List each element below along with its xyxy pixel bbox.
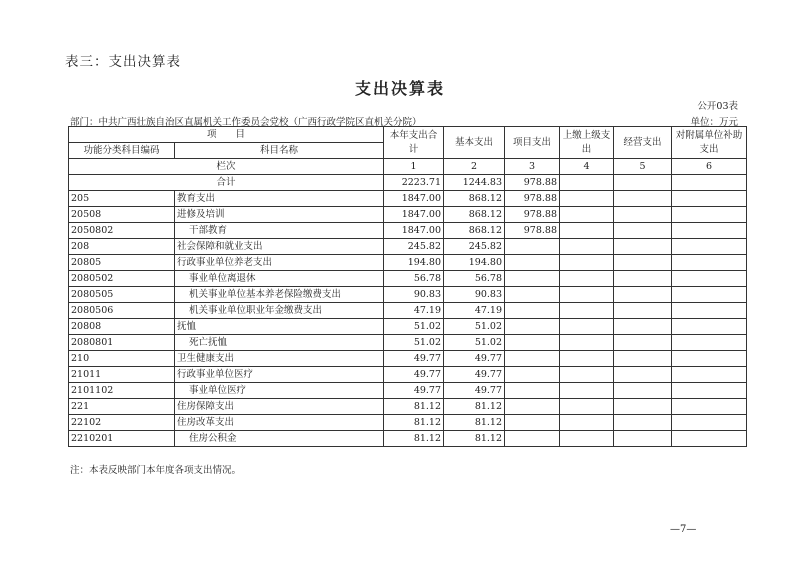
amount-cell: 868.12 — [444, 191, 505, 207]
amount-cell — [614, 415, 672, 431]
amount-cell — [560, 335, 614, 351]
amount-cell — [505, 239, 560, 255]
amount-cell: 868.12 — [444, 207, 505, 223]
amount-cell — [614, 287, 672, 303]
amount-cell: 245.82 — [384, 239, 444, 255]
subject-name: 机关事业单位职业年金缴费支出 — [175, 303, 384, 319]
table-row — [69, 207, 747, 223]
table-row — [69, 367, 747, 383]
header-name: 科目名称 — [175, 143, 384, 159]
table-row — [69, 287, 747, 303]
total-value — [672, 175, 747, 191]
header-project: 项 目 — [69, 127, 384, 143]
form-number: 公开03表 — [697, 101, 738, 112]
expenditure-table — [68, 126, 747, 447]
subject-code: 210 — [69, 351, 175, 367]
amount-cell — [672, 319, 747, 335]
amount-cell — [505, 367, 560, 383]
header-total: 本年支出合计 — [384, 127, 444, 159]
amount-cell — [672, 255, 747, 271]
amount-cell — [505, 415, 560, 431]
table-row — [69, 431, 747, 447]
amount-cell — [672, 351, 747, 367]
amount-cell — [560, 239, 614, 255]
amount-cell: 978.88 — [505, 191, 560, 207]
subject-name: 机关事业单位基本养老保险缴费支出 — [175, 287, 384, 303]
amount-cell — [672, 383, 747, 399]
amount-cell — [672, 287, 747, 303]
total-label: 合计 — [69, 175, 384, 191]
table-label: 表三：支出决算表 — [65, 54, 181, 70]
header-business: 经营支出 — [614, 127, 672, 159]
amount-cell — [560, 367, 614, 383]
total-value — [560, 175, 614, 191]
amount-cell — [560, 271, 614, 287]
amount-cell — [672, 415, 747, 431]
table-row — [69, 239, 747, 255]
amount-cell — [672, 367, 747, 383]
amount-cell — [614, 399, 672, 415]
amount-cell — [560, 303, 614, 319]
header-basic: 基本支出 — [444, 127, 505, 159]
subject-code: 2080506 — [69, 303, 175, 319]
subject-name: 死亡抚恤 — [175, 335, 384, 351]
amount-cell — [560, 415, 614, 431]
amount-cell — [614, 239, 672, 255]
amount-cell — [560, 431, 614, 447]
amount-cell — [505, 431, 560, 447]
amount-cell — [672, 223, 747, 239]
column-number: 5 — [614, 159, 672, 175]
amount-cell — [614, 383, 672, 399]
subject-code: 20508 — [69, 207, 175, 223]
amount-cell — [505, 303, 560, 319]
column-number: 3 — [505, 159, 560, 175]
subject-code: 208 — [69, 239, 175, 255]
subject-name: 住房公积金 — [175, 431, 384, 447]
subject-name: 住房保障支出 — [175, 399, 384, 415]
amount-cell — [614, 191, 672, 207]
column-number: 4 — [560, 159, 614, 175]
amount-cell: 49.77 — [384, 367, 444, 383]
amount-cell — [505, 287, 560, 303]
amount-cell — [560, 191, 614, 207]
amount-cell: 1847.00 — [384, 223, 444, 239]
subject-name: 抚恤 — [175, 319, 384, 335]
table-row — [69, 335, 747, 351]
total-value: 978.88 — [505, 175, 560, 191]
subject-name: 进修及培训 — [175, 207, 384, 223]
amount-cell: 1847.00 — [384, 191, 444, 207]
subject-code: 2210201 — [69, 431, 175, 447]
table-row — [69, 271, 747, 287]
amount-cell — [614, 223, 672, 239]
subject-code: 2080801 — [69, 335, 175, 351]
amount-cell: 56.78 — [384, 271, 444, 287]
amount-cell — [672, 207, 747, 223]
amount-cell: 51.02 — [384, 319, 444, 335]
amount-cell — [614, 319, 672, 335]
amount-cell: 49.77 — [444, 367, 505, 383]
subject-code: 2080502 — [69, 271, 175, 287]
subject-name: 事业单位医疗 — [175, 383, 384, 399]
amount-cell: 51.02 — [384, 335, 444, 351]
amount-cell — [505, 319, 560, 335]
subject-code: 21011 — [69, 367, 175, 383]
subject-name: 行政事业单位养老支出 — [175, 255, 384, 271]
document-title: 支出决算表 — [354, 79, 445, 98]
amount-cell: 81.12 — [384, 431, 444, 447]
page-number: —7— — [670, 524, 697, 535]
header-code: 功能分类科目编码 — [69, 143, 175, 159]
amount-cell — [672, 191, 747, 207]
subject-name: 卫生健康支出 — [175, 351, 384, 367]
amount-cell — [614, 271, 672, 287]
amount-cell: 56.78 — [444, 271, 505, 287]
amount-cell: 49.77 — [384, 351, 444, 367]
amount-cell: 49.77 — [444, 351, 505, 367]
amount-cell: 245.82 — [444, 239, 505, 255]
subject-code: 2080505 — [69, 287, 175, 303]
total-value: 2223.71 — [384, 175, 444, 191]
department-label: 部门：中共广西壮族自治区直属机关工作委员会党校（广西行政学院区直机关分院） — [70, 117, 422, 128]
amount-cell — [505, 271, 560, 287]
table-row — [69, 223, 747, 239]
amount-cell — [560, 319, 614, 335]
column-number: 6 — [672, 159, 747, 175]
amount-cell: 47.19 — [444, 303, 505, 319]
header-project-expense: 项目支出 — [505, 127, 560, 159]
amount-cell — [560, 351, 614, 367]
amount-cell: 49.77 — [444, 383, 505, 399]
column-number-label: 栏次 — [69, 159, 384, 175]
amount-cell: 1847.00 — [384, 207, 444, 223]
amount-cell — [672, 431, 747, 447]
amount-cell — [614, 207, 672, 223]
column-number: 2 — [444, 159, 505, 175]
amount-cell: 978.88 — [505, 207, 560, 223]
subject-code: 20805 — [69, 255, 175, 271]
table-note: 注：本表反映部门本年度各项支出情况。 — [70, 465, 242, 476]
amount-cell — [614, 303, 672, 319]
table-row — [69, 399, 747, 415]
subject-code: 205 — [69, 191, 175, 207]
amount-cell — [672, 239, 747, 255]
amount-cell — [560, 399, 614, 415]
subject-name: 事业单位离退休 — [175, 271, 384, 287]
subject-code: 22102 — [69, 415, 175, 431]
table-row — [69, 383, 747, 399]
amount-cell — [614, 351, 672, 367]
amount-cell — [505, 335, 560, 351]
amount-cell — [560, 207, 614, 223]
amount-cell — [560, 287, 614, 303]
amount-cell: 194.80 — [384, 255, 444, 271]
amount-cell: 81.12 — [384, 415, 444, 431]
amount-cell — [672, 335, 747, 351]
table-row — [69, 303, 747, 319]
amount-cell — [672, 303, 747, 319]
amount-cell: 81.12 — [444, 415, 505, 431]
amount-cell: 47.19 — [384, 303, 444, 319]
amount-cell — [560, 255, 614, 271]
amount-cell — [560, 223, 614, 239]
amount-cell — [614, 367, 672, 383]
amount-cell: 81.12 — [444, 399, 505, 415]
amount-cell: 49.77 — [384, 383, 444, 399]
amount-cell — [614, 335, 672, 351]
header-subsidy: 对附属单位补助支出 — [672, 127, 747, 159]
subject-code: 20808 — [69, 319, 175, 335]
table-row — [69, 319, 747, 335]
amount-cell — [505, 383, 560, 399]
amount-cell: 81.12 — [384, 399, 444, 415]
column-number: 1 — [384, 159, 444, 175]
subject-name: 住房改革支出 — [175, 415, 384, 431]
table-row — [69, 191, 747, 207]
subject-name: 教育支出 — [175, 191, 384, 207]
subject-code: 2101102 — [69, 383, 175, 399]
subject-code: 221 — [69, 399, 175, 415]
amount-cell: 90.83 — [384, 287, 444, 303]
amount-cell — [614, 255, 672, 271]
amount-cell — [672, 271, 747, 287]
amount-cell — [505, 351, 560, 367]
amount-cell: 90.83 — [444, 287, 505, 303]
total-value: 1244.83 — [444, 175, 505, 191]
total-value — [614, 175, 672, 191]
amount-cell: 81.12 — [444, 431, 505, 447]
amount-cell: 194.80 — [444, 255, 505, 271]
amount-cell: 51.02 — [444, 335, 505, 351]
amount-cell — [560, 383, 614, 399]
header-upper: 上缴上级支出 — [560, 127, 614, 159]
amount-cell — [505, 399, 560, 415]
amount-cell: 868.12 — [444, 223, 505, 239]
amount-cell: 978.88 — [505, 223, 560, 239]
amount-cell — [672, 399, 747, 415]
subject-name: 社会保障和就业支出 — [175, 239, 384, 255]
amount-cell: 51.02 — [444, 319, 505, 335]
unit-label: 单位：万元 — [690, 117, 738, 128]
subject-name: 行政事业单位医疗 — [175, 367, 384, 383]
table-row — [69, 351, 747, 367]
subject-name: 干部教育 — [175, 223, 384, 239]
table-row — [69, 415, 747, 431]
table-row — [69, 255, 747, 271]
subject-code: 2050802 — [69, 223, 175, 239]
amount-cell — [614, 431, 672, 447]
amount-cell — [505, 255, 560, 271]
